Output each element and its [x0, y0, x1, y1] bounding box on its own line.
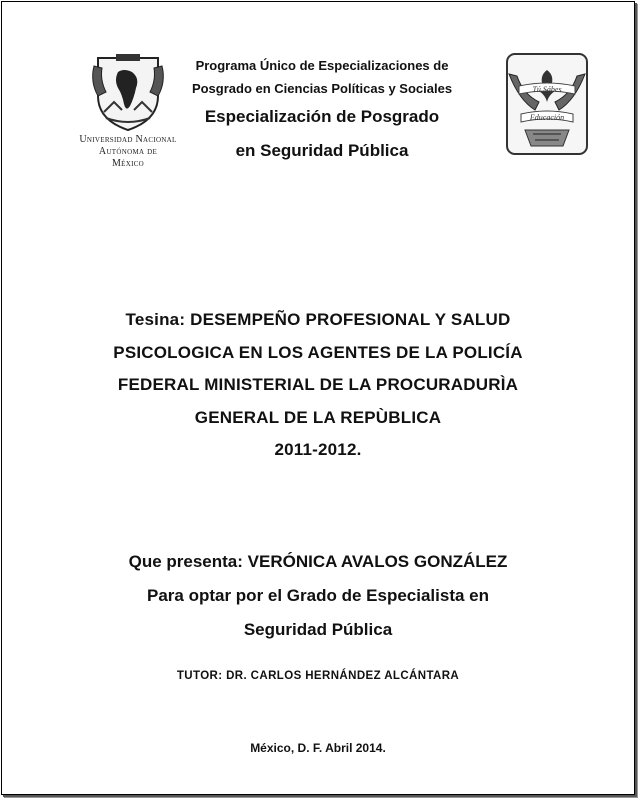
unam-caption-line1: Universidad Nacional	[79, 134, 177, 145]
specialization-line-2: en Seguridad Pública	[235, 141, 409, 160]
thesis-title	[2, 304, 634, 467]
unam-caption-line2: Autónoma de	[98, 146, 158, 157]
specialization-line-1: Especialización de Posgrado	[204, 107, 440, 126]
tutor-line: TUTOR: DR. CARLOS HERNÁNDEZ ALCÁNTARA	[176, 670, 460, 682]
unam-caption-line3: México	[111, 158, 145, 169]
seal-text-top: Tú Sábes	[532, 85, 562, 94]
seal-text-bottom: Educación	[529, 113, 565, 122]
degree-line-2: Seguridad Pública	[243, 620, 393, 639]
thesis-title-line-2: PSICOLOGICA EN LOS AGENTES DE LA POLICÍA	[113, 342, 523, 362]
thesis-title-line-1: Tesina: DESEMPEÑO PROFESIONAL Y SALUD	[125, 310, 511, 329]
thesis-years: 2011-2012.	[274, 440, 362, 459]
program-heading	[87, 54, 557, 100]
presenter-line: Que presenta: VERÓNICA AVALOS GONZÁLEZ	[128, 552, 508, 571]
author-block	[2, 545, 634, 647]
thesis-title-line-3: FEDERAL MINISTERIAL DE LA PROCURADURÌA	[117, 375, 519, 394]
place-date: México, D. F. Abril 2014.	[250, 741, 386, 755]
document-page	[1, 1, 635, 795]
program-line-2: Posgrado en Ciencias Políticas y Sociales	[191, 81, 453, 96]
program-line-1: Programa Único de Especializaciones de	[195, 58, 449, 73]
thesis-title-line-4: GENERAL DE LA REPÙBLICA	[194, 407, 442, 427]
degree-line-1: Para optar por el Grado de Especialista en	[146, 586, 489, 605]
specialization-heading	[87, 100, 557, 168]
